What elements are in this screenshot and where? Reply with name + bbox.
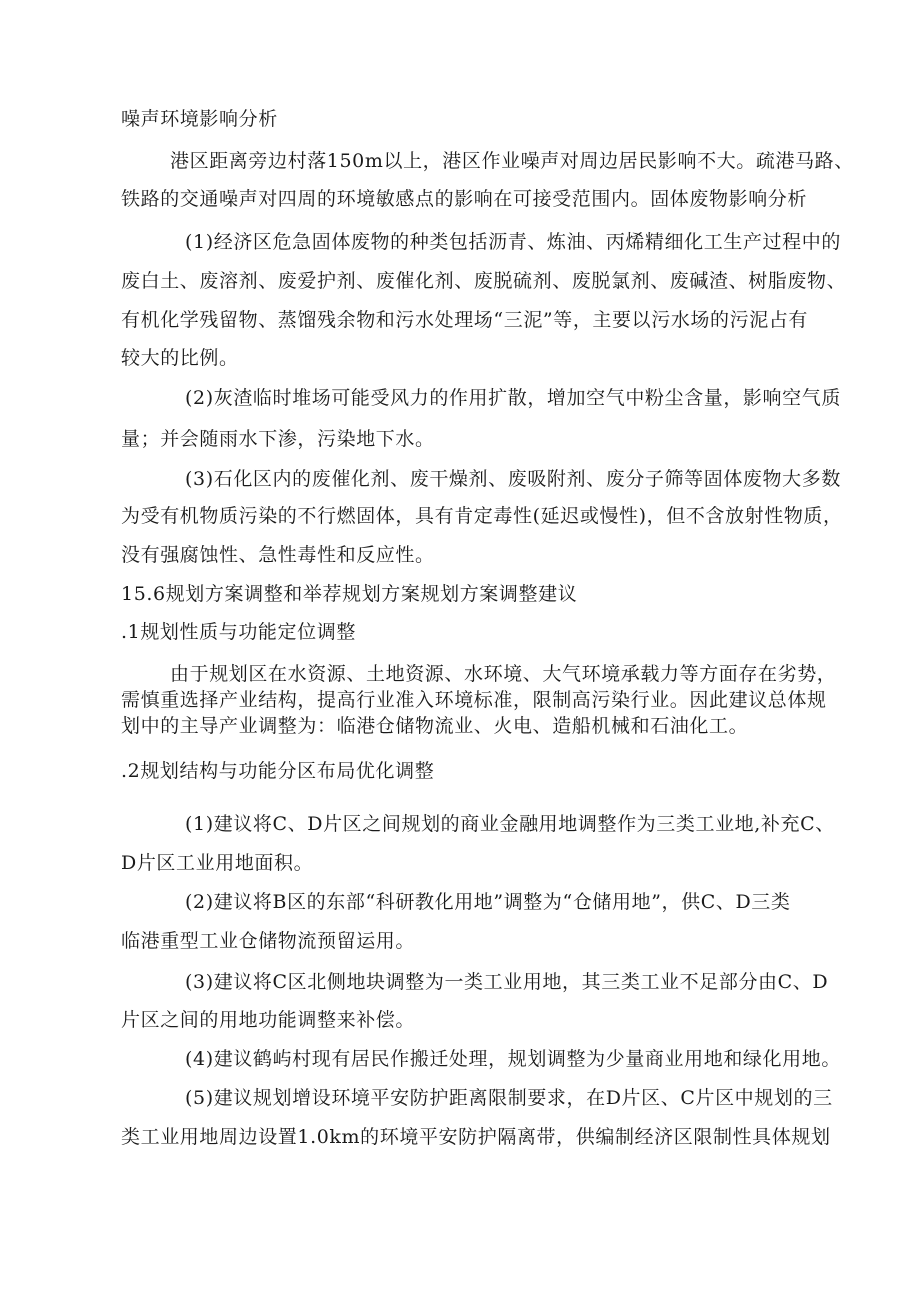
solid-waste-item-3-line: 为受有机物质污染的不行燃固体，具有肯定毒性(延迟或慢性)，但不含放射性物质， — [121, 505, 843, 527]
recommendation-4-line: (4)建议鹤屿村现有居民作搬迁处理，规划调整为少量商业用地和绿化用地。 — [185, 1048, 841, 1070]
solid-waste-item-2-line: (2)灰渣临时堆场可能受风力的作用扩散，增加空气中粉尘含量，影响空气质 — [185, 387, 841, 409]
recommendation-3-line: 片区之间的用地功能调整来补偿。 — [121, 1009, 416, 1031]
noise-impact-heading: 噪声环境影响分析 — [121, 108, 278, 130]
section-1-heading: .1规划性质与功能定位调整 — [121, 621, 356, 643]
recommendation-3-line: (3)建议将C区北侧地块调整为一类工业用地，其三类工业不足部分由C、D — [185, 971, 829, 993]
section-15-6-heading: 15.6规划方案调整和举荐规划方案规划方案调整建议 — [121, 583, 578, 605]
section-2-heading: .2规划结构与功能分区布局优化调整 — [121, 760, 435, 782]
solid-waste-item-3-line: 没有强腐蚀性、急性毒性和反应性。 — [121, 544, 435, 566]
section-1-paragraph-line: 由于规划区在水资源、土地资源、水环境、大气环境承载力等方面存在劣势， — [170, 663, 837, 685]
section-1-paragraph-line: 需慎重选择产业结构，提高行业准入环境标准，限制高污染行业。因此建议总体规 — [121, 689, 827, 711]
solid-waste-item-1-line: (1)经济区危急固体废物的种类包括沥青、炼油、丙烯精细化工生产过程中的 — [185, 231, 841, 253]
recommendation-5-line: 类工业用地周边设置1.0km的环境平安防护隔离带，供编制经济区限制性具体规划 — [121, 1126, 831, 1148]
noise-paragraph-line: 铁路的交通噪声对四周的环境敏感点的影响在可接受范围内。固体废物影响分析 — [121, 188, 808, 210]
solid-waste-item-1-line: 有机化学残留物、蒸馏残余物和污水处理场“三泥”等，主要以污水场的污泥占有 — [121, 309, 809, 331]
noise-paragraph-line: 港区距离旁边村落150m以上，港区作业噪声对周边居民影响不大。疏港马路、 — [170, 150, 854, 172]
solid-waste-item-2-line: 量；并会随雨水下渗，污染地下水。 — [121, 428, 435, 450]
recommendation-2-line: (2)建议将B区的东部“科研教化用地”调整为“仓储用地”，供C、D三类 — [185, 891, 791, 913]
recommendation-2-line: 临港重型工业仓储物流预留运用。 — [121, 930, 416, 952]
recommendation-1-line: D片区工业用地面积。 — [121, 852, 314, 874]
solid-waste-item-3-line: (3)石化区内的废催化剂、废干燥剂、废吸附剂、废分子筛等固体废物大多数 — [185, 468, 841, 490]
recommendation-1-line: (1)建议将C、D片区之间规划的商业金融用地调整作为三类工业地,补充C、 — [185, 813, 835, 835]
solid-waste-item-1-line: 废白土、废溶剂、废爱护剂、废催化剂、废脱硫剂、废脱氯剂、废碱渣、树脂废物、 — [121, 270, 847, 292]
section-1-paragraph-line: 划中的主导产业调整为：临港仓储物流业、火电、造船机械和石油化工。 — [121, 715, 749, 737]
solid-waste-item-1-line: 较大的比例。 — [121, 347, 239, 369]
recommendation-5-line: (5)建议规划增设环境平安防护距离限制要求，在D片区、C片区中规划的三 — [185, 1087, 833, 1109]
